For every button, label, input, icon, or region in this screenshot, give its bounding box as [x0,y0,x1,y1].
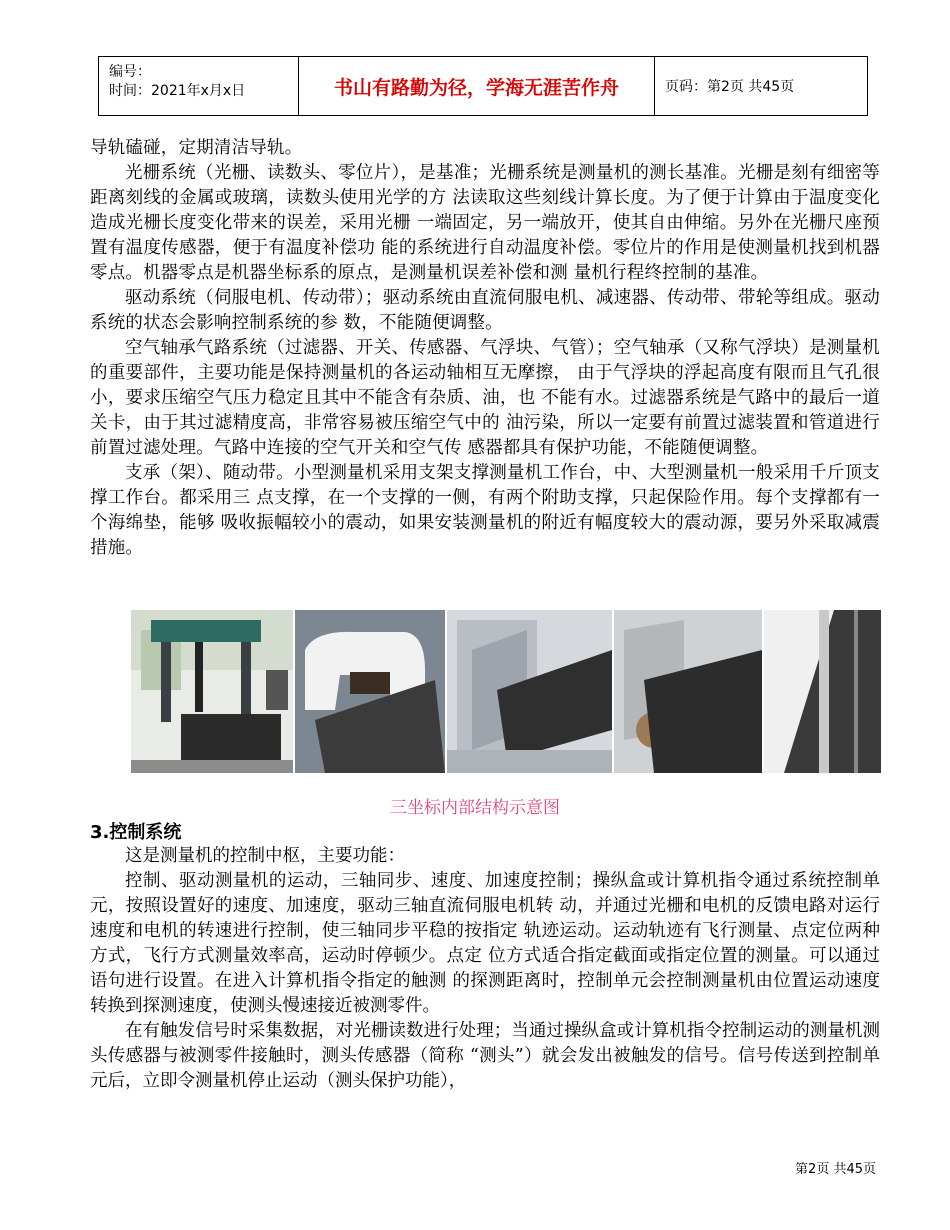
photo-bridge-support [447,610,612,773]
header-table [98,56,868,116]
page-footer: 第2页 共45页 [795,1162,876,1177]
header-motto: 书山有路勤为径，学海无涯苦作舟 [299,57,655,115]
paragraph: 空气轴承气路系统（过滤器、开关、传感器、气浮块、气管）；空气轴承（又称气浮块）是测量机的重要部件，主要功能是保持测量机的各运动轴相互无摩擦， 由于气浮块的浮起高度有限而且气孔很小，要求压缩空气压力稳定且其中不能含有杂质、油，也 不能有水。过滤器系统是气路中的最后一道关卡，由于其过滤精度高，非常容易被压缩空气中的 油污染，所以一定要有前置过滤装置和管道进行前置过滤处理。气路中连接的空气开关和空气传 感器都具有保护功能，不能随便调整。 [90,338,880,458]
paragraph: 驱动系统（伺服电机、传动带）；驱动系统由直流伺服电机、减速器、传动带、带轮等组成。驱动系统的状态会影响控制系统的参 数，不能随便调整。 [90,288,880,333]
body-text [90,136,880,561]
photo-air-bearing [295,610,445,773]
figure-photos [131,610,881,773]
paragraph: 这是测量机的控制中枢，主要功能： [125,846,405,866]
body-text-2 [90,844,880,1094]
paragraph: 导轨磕碰，定期清洁导轨。 [90,138,303,158]
header-meta [99,57,299,115]
paragraph: 支承（架）、随动带。小型测量机采用支架支撑测量机工作台，中、大型测量机一般采用千斤顶支撑工作台。都采用三 点支撑，在一个支撑的一侧，有两个附助支撑，只起保险作用。每个支撑都有一个海绵垫，能够 吸收振幅较小的震动，如果安装测量机的附近有幅度较大的震动源，要另外采取减震措施。 [90,463,880,558]
photo-column-rail [764,610,881,773]
photo-support-frame [614,610,762,773]
paragraph: 在有触发信号时采集数据，对光栅读数进行处理；当通过操纵盒或计算机指令控制运动的测量机测头传感器与被测零件接触时，测头传感器（简称 “测头”）就会发出被触发的信号。信号传送到控制单元后，立即令测量机停止运动（测头保护功能）， [90,1021,880,1091]
section-title: 3.控制系统 [90,822,182,843]
paragraph: 控制、驱动测量机的运动，三轴同步、速度、加速度控制；操纵盒或计算机指令通过系统控制单元，按照设置好的速度、加速度，驱动三轴直流伺服电机转 动，并通过光栅和电机的反馈电路对运行速度和电机的转速进行控制，使三轴同步平稳的按指定 轨迹运动。运动轨迹有飞行测量、点定位两种方式，飞行方式测量效率高，运动时停顿少。点定 位方式适合指定截面或指定位置的测量。可以通过语句进行设置。在进入计算机指令指定的触测 的探测距离时，控制单元会控制测量机由位置运动速度转换到探测速度，使测头慢速接近被测零件。 [90,871,880,1016]
photo-cmm-machine [131,610,293,773]
figure-caption: 三坐标内部结构示意图 [390,798,560,818]
number-label: 编号： [109,64,151,80]
header-page: 页码：第2页 共45页 [665,79,795,95]
paragraph: 光栅系统（光栅、读数头、零位片），是基准；光栅系统是测量机的测长基准。光栅是刻有细密等距离刻线的金属或玻璃，读数头使用光学的方 法读取这些刻线计算长度。为了便于计算由于温度变化造成光栅长度变化带来的误差，采用光栅 一端固定，另一端放开，使其自由伸缩。另外在光栅尺座预置有温度传感器，便于有温度补偿功 能的系统进行自动温度补偿。零位片的作用是使测量机找到机器零点。机器零点是机器坐标系的原点，是测量机误差补偿和测 量机行程终控制的基准。 [90,163,880,283]
time-label: 时间：2021年x月x日 [109,83,246,99]
